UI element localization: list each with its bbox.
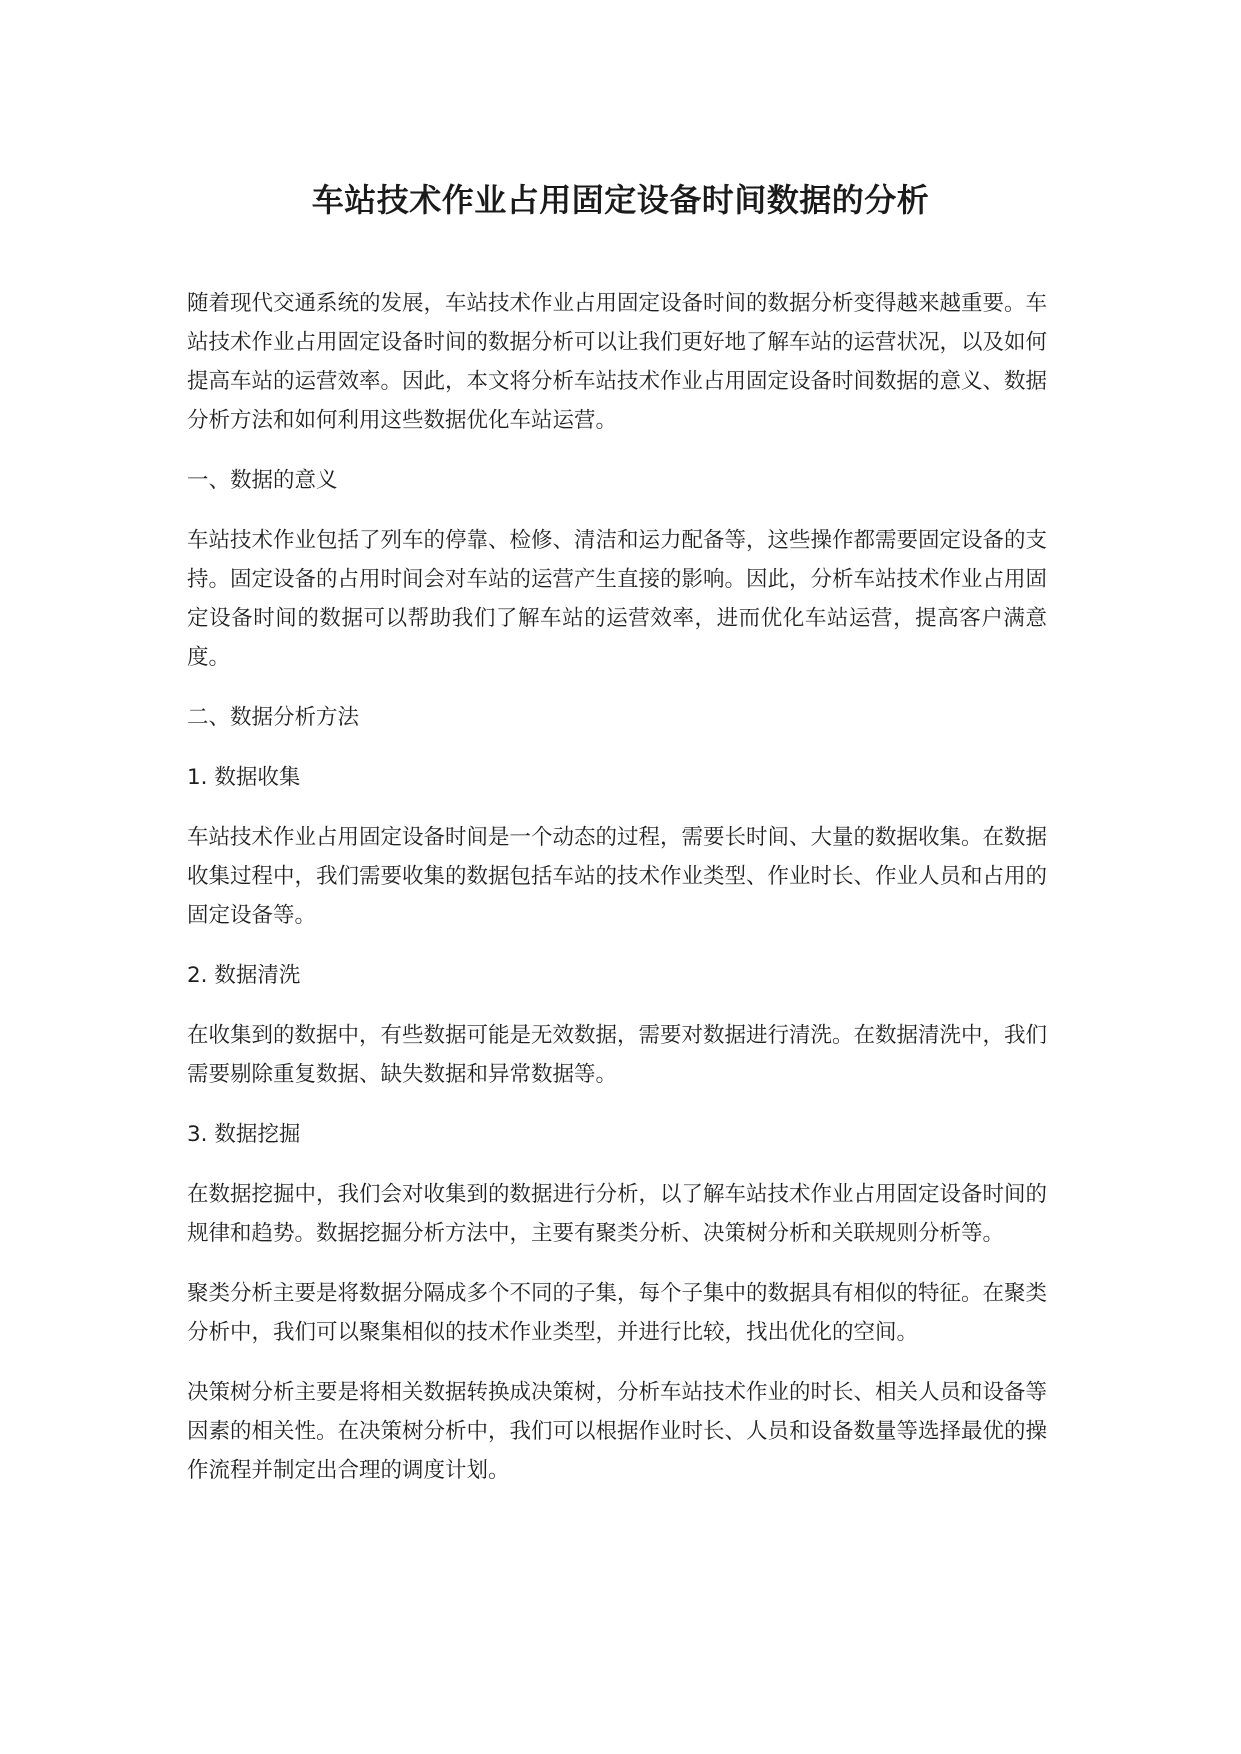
paragraph-intro: 随着现代交通系统的发展，车站技术作业占用固定设备时间的数据分析变得越来越重要。车站技术作业占用固定设备时间的数据分析可以让我们更好地了解车站的运营状况，以及如何提高车站的运营效率。因此，本文将分析车站技术作业占用固定设备时间数据的意义、数据分析方法和如何利用这些数据优化车站运营。	[187, 291, 1048, 433]
document-title: 车站技术作业占用固定设备时间数据的分析	[311, 181, 930, 219]
section-heading-meaning: 一、数据的意义	[187, 468, 338, 493]
paragraph-meaning: 车站技术作业包括了列车的停靠、检修、清洁和运力配备等，这些操作都需要固定设备的支持。固定设备的占用时间会对车站的运营产生直接的影响。因此，分析车站技术作业占用固定设备时间的数据可以帮助我们了解车站的运营效率，进而优化车站运营，提高客户满意度。	[187, 528, 1048, 670]
paragraph-cleaning: 在收集到的数据中，有些数据可能是无效数据，需要对数据进行清洗。在数据清洗中，我们需要剔除重复数据、缺失数据和异常数据等。	[187, 1023, 1048, 1087]
section-heading-methods: 二、数据分析方法	[187, 705, 360, 730]
paragraph-collection: 车站技术作业占用固定设备时间是一个动态的过程，需要长时间、大量的数据收集。在数据收集过程中，我们需要收集的数据包括车站的技术作业类型、作业时长、作业人员和占用的固定设备等。	[187, 825, 1048, 928]
paragraph-clustering: 聚类分析主要是将数据分隔成多个不同的子集，每个子集中的数据具有相似的特征。在聚类分析中，我们可以聚集相似的技术作业类型，并进行比较，找出优化的空间。	[187, 1281, 1048, 1345]
paragraph-mining: 在数据挖掘中，我们会对收集到的数据进行分析，以了解车站技术作业占用固定设备时间的规律和趋势。数据挖掘分析方法中，主要有聚类分析、决策树分析和关联规则分析等。	[187, 1182, 1048, 1246]
paragraph-decision-tree: 决策树分析主要是将相关数据转换成决策树，分析车站技术作业的时长、相关人员和设备等因素的相关性。在决策树分析中，我们可以根据作业时长、人员和设备数量等选择最优的操作流程并制定出合理的调度计划。	[187, 1380, 1048, 1483]
subheading-mining: 3. 数据挖掘	[187, 1122, 301, 1147]
subheading-collection: 1. 数据收集	[187, 765, 301, 790]
subheading-cleaning: 2. 数据清洗	[187, 963, 301, 988]
document-body	[187, 284, 1047, 1511]
